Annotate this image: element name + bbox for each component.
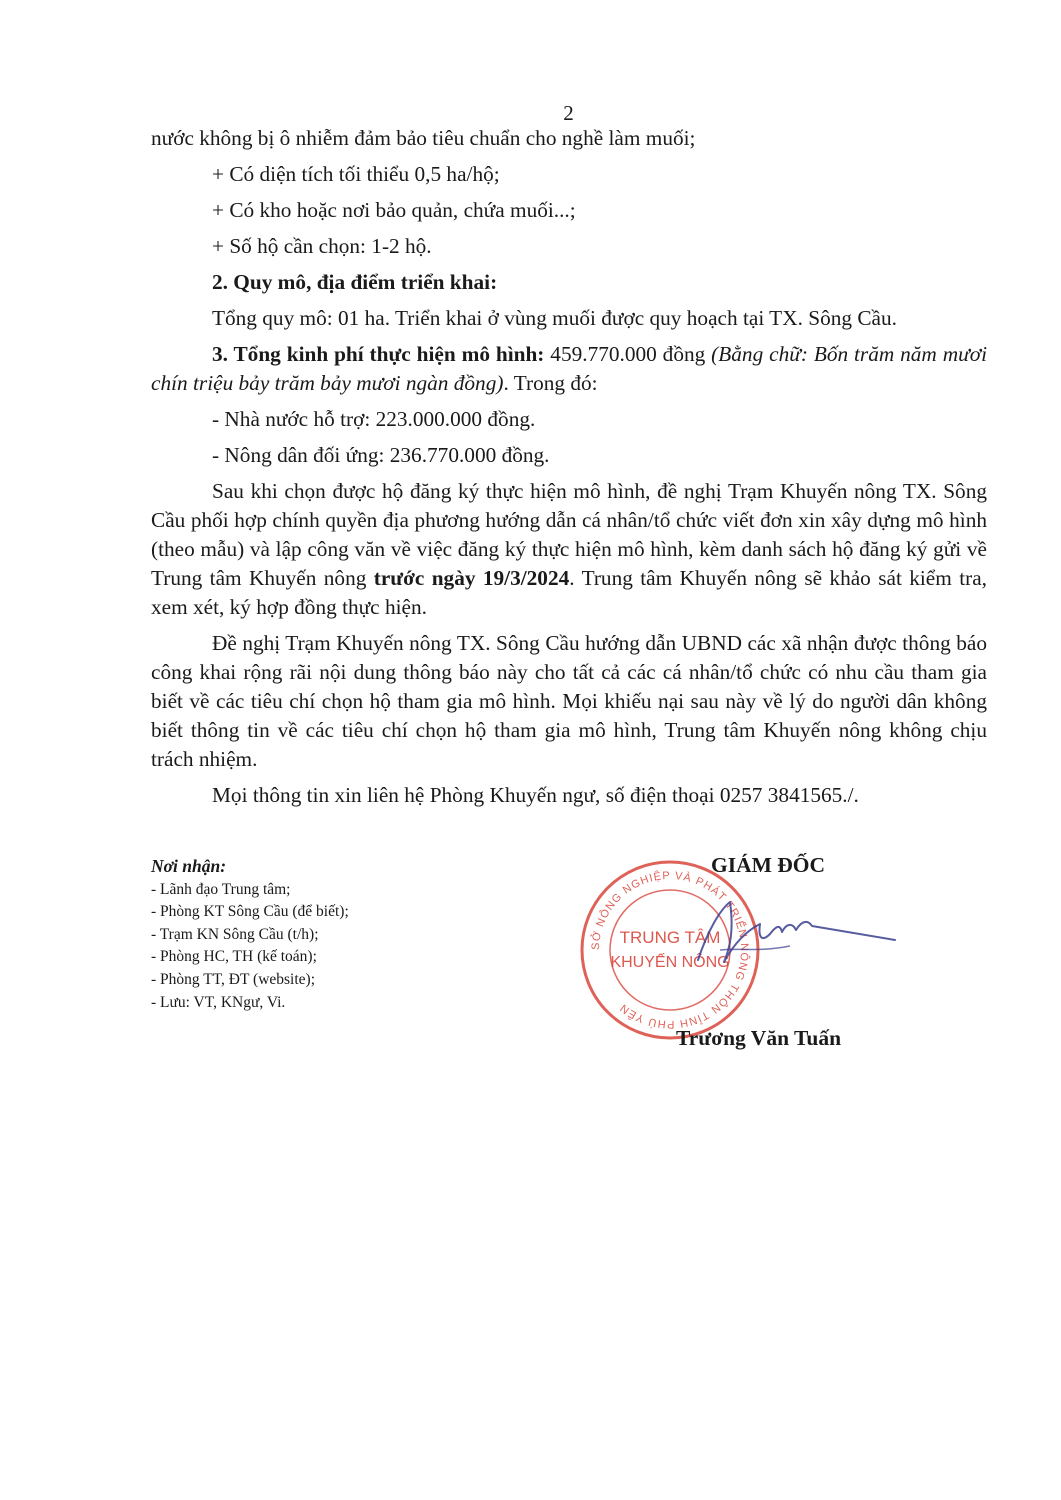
- registration-text-end: . Trung tâm Khuyến nông sẽ khảo sát kiểm tra, xem xét, ký hợp đồng thực hiện.: [151, 566, 987, 619]
- section-3-heading: 3. Tổng kinh phí thực hiện mô hình:: [212, 342, 545, 366]
- recipient-item: - Trạm KN Sông Cầu (t/h);: [151, 925, 319, 943]
- section-2-heading: 2. Quy mô, địa điểm triển khai:: [212, 270, 498, 294]
- recipient-item: - Phòng TT, ĐT (website);: [151, 970, 316, 988]
- recipient-item: - Lưu: VT, KNgư, Vi.: [151, 993, 286, 1011]
- page-number: 2: [563, 101, 574, 125]
- deadline: trước ngày 19/3/2024: [373, 566, 570, 590]
- recipient-item: - Lãnh đạo Trung tâm;: [151, 880, 291, 898]
- section-3-tail: . Trong đó:: [503, 371, 598, 395]
- criteria-water-line: nước không bị ô nhiễm đảm bảo tiêu chuẩn cho nghề làm muối;: [151, 126, 696, 150]
- document-body: [151, 124, 987, 810]
- section-3-paragraph: [151, 340, 987, 398]
- section-3-amount: 459.770.000 đồng: [544, 342, 712, 366]
- criteria-storage: + Có kho hoặc nơi bảo quản, chứa muối...;: [212, 198, 576, 222]
- dissemination-paragraph: Đề nghị Trạm Khuyến nông TX. Sông Cầu hướng dẫn UBND các xã nhận được thông báo công khai rộng rãi nội dung thông báo này cho tất cả các cá nhân/tổ chức có nhu cầu tham gia biết về các tiêu chí chọn hộ tham gia mô hình. Mọi khiếu nại sau này về lý do người dân không biết thông tin về các tiêu chí chọn hộ tham gia mô hình, Trung tâm Khuyến nông không chịu trách nhiệm.: [151, 631, 987, 771]
- handwritten-signature: [690, 890, 905, 980]
- criteria-area: + Có diện tích tối thiểu 0,5 ha/hộ;: [212, 162, 500, 186]
- criteria-household-count: + Số hộ cần chọn: 1-2 hộ.: [212, 234, 432, 258]
- section-2-body: Tổng quy mô: 01 ha. Triển khai ở vùng muối được quy hoạch tại TX. Sông Cầu.: [212, 306, 897, 330]
- stamp-line-1: TRUNG TÂM: [619, 928, 721, 947]
- signer-name: Trương Văn Tuấn: [676, 1026, 842, 1050]
- state-support: - Nhà nước hỗ trợ: 223.000.000 đồng.: [212, 407, 536, 431]
- recipients-block: [151, 855, 349, 1014]
- stamp-ring-text: SỞ NÔNG NGHIỆP VÀ PHÁT TRIỂN NÔNG THÔN TỈNH PHÚ YÊN: [589, 869, 751, 1031]
- signer-title: GIÁM ĐỐC: [711, 853, 826, 877]
- registration-text: Sau khi chọn được hộ đăng ký thực hiện mô hình, đề nghị Trạm Khuyến nông TX. Sông Cầu phối hợp chính quyền địa phương hướng dẫn cá nhân/tổ chức viết đơn xin xây dựng mô hình (theo mẫu) và lập công văn về việc đăng ký thực hiện mô hình, kèm danh sách hộ đăng ký gửi về Trung tâm Khuyến nông: [151, 479, 987, 590]
- stamp-line-2: KHUYẾN NÔNG: [610, 954, 730, 971]
- section-3-amount-words: (Bằng chữ: Bốn trăm năm mươi chín triệu bảy trăm bảy mươi ngàn đồng): [151, 342, 987, 395]
- registration-paragraph: [151, 477, 987, 622]
- recipients-title: Nơi nhận:: [151, 856, 227, 876]
- farmer-contribution: - Nông dân đối ứng: 236.770.000 đồng.: [212, 443, 550, 467]
- contact-paragraph: Mọi thông tin xin liên hệ Phòng Khuyến ngư, số điện thoại 0257 3841565./.: [212, 783, 859, 807]
- recipient-item: - Phòng KT Sông Cầu (để biết);: [151, 903, 349, 921]
- recipient-item: - Phòng HC, TH (kế toán);: [151, 948, 317, 966]
